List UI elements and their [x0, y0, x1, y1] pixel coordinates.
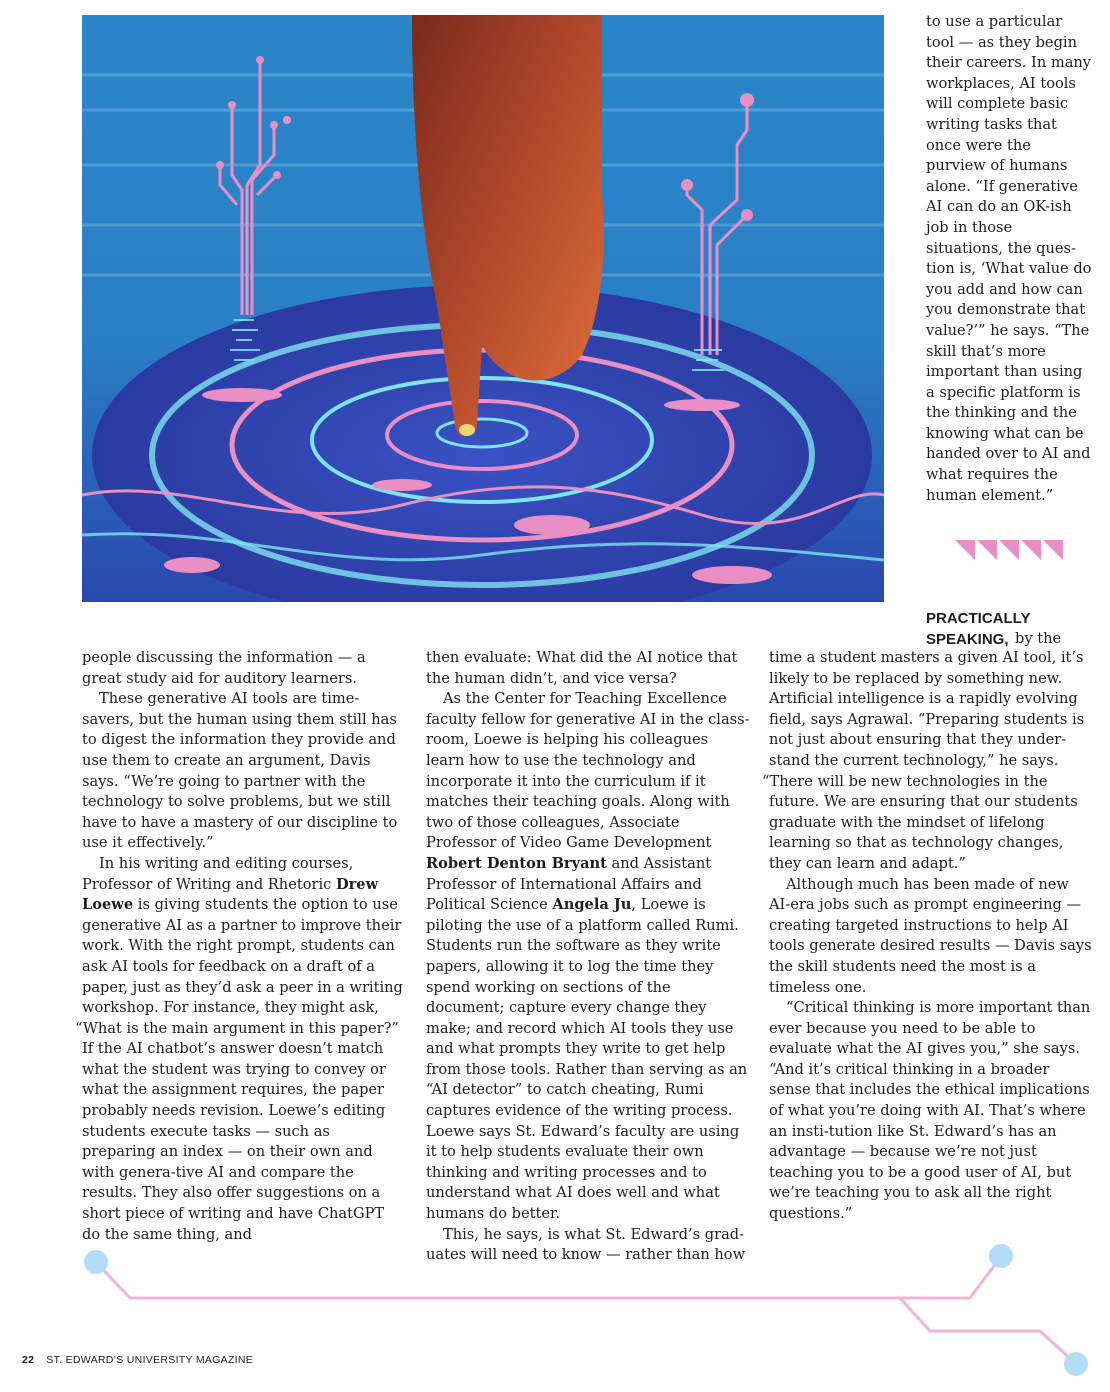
paragraph: This, he says, is what St. Edward’s grad-uates will need to know — rather than how	[426, 1225, 746, 1264]
paragraph: time a student masters a given AI tool, it’s likely to be replaced by something new. Artificial intelligence is a rapidly evolving field, says Agrawal. “Preparing students is not just about ensuring that they under-stand the current technology,” he says.	[769, 649, 1085, 769]
paragraph: Although much has been made of new AI-era jobs such as prompt engineering — creating targeted instructions to help AI tools generate desired results — Davis says the skill students need the most is a timeless one.	[769, 875, 1092, 996]
circuit-line-decoration	[0, 1235, 1110, 1392]
article-column-1	[75, 648, 406, 1245]
paragraph	[426, 689, 750, 1224]
paragraph	[82, 854, 406, 1019]
person-name: Angela Ju	[552, 896, 632, 914]
circuit-node-icon	[989, 1244, 1013, 1268]
person-name: Drew Loewe	[82, 875, 379, 914]
intro-paragraph: to use a particular tool — as they begin their careers. In many workplaces, AI tools will complete basic writing tasks that once were the purview of humans alone. “If generative AI can do an OK-ish job in those situations, the ques-tion is, ‘What value do you add and how can you demonstrate that value?’” he says. “The skill that’s more important than using a specific platform is the thinking and the knowing what can be handed over to AI and what requires the human element.”	[926, 13, 1092, 504]
publication-name: ST. EDWARD’S UNIVERSITY MAGAZINE	[46, 1354, 254, 1366]
lead-in-line: SPEAKING,	[926, 631, 1009, 648]
paragraph: people discussing the information — a great study aid for auditory learners.	[82, 649, 366, 687]
paragraph-text: , Loewe is piloting the use of a platform called Rumi. Students run the software as they write papers, allowing it to log the time they spend working on sections of the document; capture every change they make; and record which AI tools they use and what prompts they write to get help from those tools. Rather than serving as an “AI detector” to catch cheating, Rumi captures evidence of the writing process. Loewe says St. Edward’s faculty are using it to help students evaluate their own thinking and writing processes and to understand what AI does well and what humans do better.	[426, 896, 748, 1223]
article-column-2	[426, 648, 750, 1266]
page-footer	[22, 1354, 253, 1366]
hero-illustration	[82, 15, 884, 602]
paragraph: “Critical thinking is more important than ever because you need to be able to evaluate what the AI gives you,” she says. “And it’s critical thinking in a broader sense that includes the ethical implications of what you’re doing with AI. That’s where an insti-tution like St. Edward’s has an advantage — because we’re not just teaching you to be a good user of AI, but we’re teaching you to ask all the right questions.”	[769, 999, 1091, 1223]
paragraph: These generative AI tools are time-savers, but the human using them still has to digest the information they provide and use them to create an argument, Davis says. “We’re going to partner with the technology to solve problems, but we still have to have a mastery of our discipline to use it effectively.”	[82, 690, 398, 852]
person-name: Robert Denton Bryant	[426, 854, 607, 872]
lead-in-line: PRACTICALLY	[926, 610, 1031, 627]
lead-in-tail: by the	[1015, 630, 1062, 647]
circuit-node-icon	[84, 1250, 108, 1274]
article-column-3	[762, 627, 1094, 1225]
circuit-node-icon	[1064, 1352, 1088, 1376]
paragraph: “What is the main argument in this paper?” If the AI chatbot’s answer doesn’t match what the student was trying to convey or what the assignment requires, the paper probably needs revision. Loewe’s editing students execute tasks — such as preparing an index — on their own and with genera-tive AI and compare the results. They also offer suggestions on a short piece of writing and have ChatGPT do the same thing, and	[75, 1019, 399, 1243]
pink-triangles-divider-icon	[955, 540, 1063, 562]
finger-touching-water-illustration	[82, 15, 884, 602]
paragraph-text: is giving students the option to use generative AI as a partner to improve their work. With the right prompt, students can ask AI tools for feedback on a draft of a paper, just as they’d ask a peer in a writing workshop. For instance, they might ask,	[82, 896, 403, 1017]
paragraph-text: and Assistant Professor of International Affairs and Political Science	[426, 854, 712, 914]
paragraph: “There will be new technologies in the future. We are ensuring that our students graduate with the mindset of lifelong learning so that as technology changes, they can learn and adapt.”	[762, 772, 1078, 872]
page-number: 22	[22, 1354, 35, 1366]
intro-column	[926, 12, 1092, 506]
paragraph: then evaluate: What did the AI notice that the human didn’t, and vice versa?	[426, 649, 738, 687]
paragraph-text: In his writing and editing courses, Professor of Writing and Rhetoric	[82, 854, 354, 893]
paragraph-text: As the Center for Teaching Excellence faculty fellow for generative AI in the class-room, Loewe is helping his colleagues learn how to use the technology and incorporate it into the curriculum if it matches their teaching goals. Along with two of those colleagues, Associate Professor of Video Game Development	[426, 690, 750, 852]
